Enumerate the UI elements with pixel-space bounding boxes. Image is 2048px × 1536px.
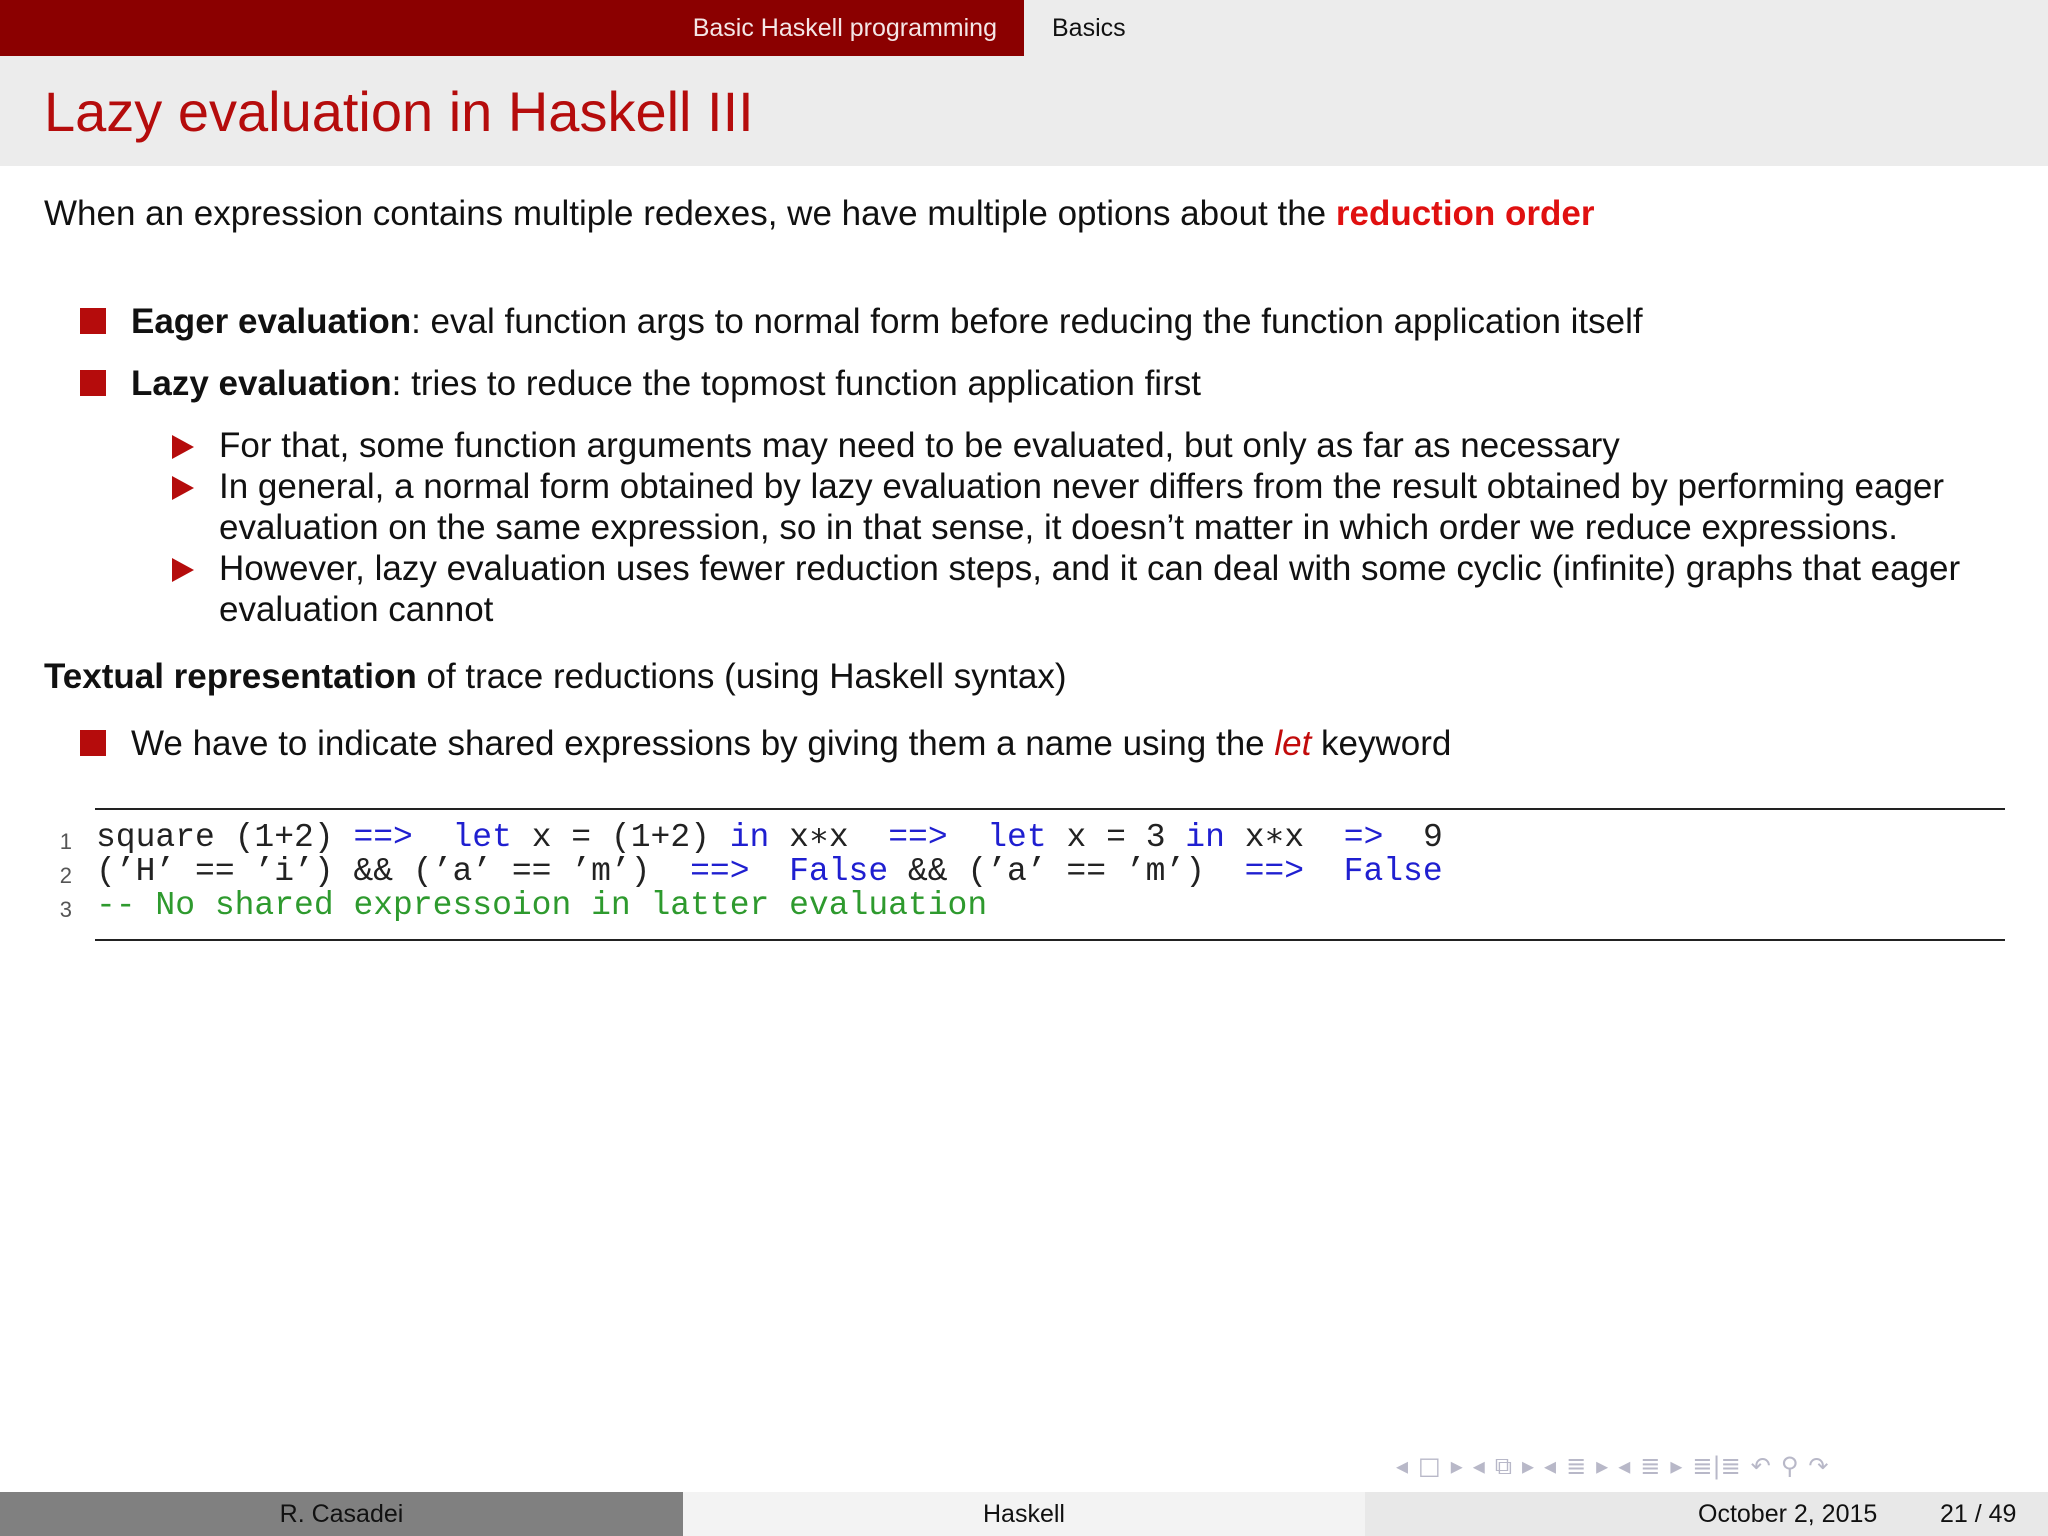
bullet-term: Lazy evaluation (131, 364, 392, 403)
search-icon[interactable]: ⚲ (1780, 1452, 1799, 1480)
frame-title: Lazy evaluation in Haskell III (44, 80, 754, 143)
square-bullet-icon (80, 308, 106, 334)
frame-title-bar (0, 56, 2048, 166)
let-text-after: keyword (1311, 724, 1452, 763)
header-bar (0, 0, 2048, 56)
nav-prev-icon[interactable]: ◂ (1472, 1452, 1485, 1480)
appendix-icon[interactable]: ≣|≣ (1692, 1452, 1741, 1480)
textual-text: of trace reductions (using Haskell syntax) (416, 657, 1067, 696)
code-keyword: in (729, 819, 770, 856)
footer-page-number: 21 / 49 (1940, 1500, 2017, 1528)
intro-text: When an expression contains multiple redexes, we have multiple options about the (44, 194, 1336, 233)
nav-next-icon[interactable]: ▸ (1450, 1452, 1463, 1480)
triangle-bullet-icon (172, 558, 194, 582)
subbullet-line: In general, a normal form obtained by lazy evaluation never differs from the result obtained by performing eager (219, 467, 1945, 506)
bullet-text: : eval function args to normal form before reducing the function application itself (411, 302, 1643, 341)
code-token: x∗x (769, 819, 889, 856)
bullet-let (131, 723, 1451, 765)
subsection-icon[interactable]: ⧉ (1494, 1452, 1512, 1480)
code-line (0, 853, 1443, 890)
code-top-rule (95, 808, 2005, 810)
triangle-bullet-icon (172, 435, 194, 459)
bullet-lazy (131, 363, 1201, 405)
footer-author-panel (0, 1492, 683, 1536)
code-keyword: ==> let (888, 819, 1047, 856)
subbullet-line: For that, some function arguments may need to be evaluated, but only as far as necessary (219, 426, 1620, 465)
footer-author: R. Casadei (279, 1500, 404, 1528)
code-line (0, 819, 1443, 856)
nav-subsection-link[interactable]: Basics (1052, 14, 1126, 42)
footer-title-panel (683, 1492, 1365, 1536)
code-keyword: ==> False (690, 853, 889, 890)
undo-icon[interactable]: ↶ (1750, 1452, 1771, 1480)
header-subsection-panel (1024, 0, 2048, 56)
code-token: && (’a’ == ’m’) (888, 853, 1245, 890)
line-number: 2 (59, 863, 72, 888)
frame-icon[interactable]: □ (1418, 1452, 1441, 1480)
navigation-symbols (1396, 1446, 1829, 1486)
code-keyword: in (1185, 819, 1225, 856)
footer-date-panel (1365, 1492, 2048, 1536)
code-token: x = 3 (1046, 819, 1186, 856)
code-token: x∗x (1224, 819, 1344, 856)
code-comment: -- No shared expressoion in latter evaluation (96, 887, 988, 924)
textual-representation-paragraph (44, 656, 1067, 698)
intro-highlight: reduction order (1335, 194, 1595, 233)
nav-prev-icon[interactable]: ◂ (1618, 1452, 1631, 1480)
code-keyword: ==> let (353, 819, 512, 856)
footer-date: October 2, 2015 (1698, 1500, 1878, 1528)
subbullet-line: However, lazy evaluation uses fewer reduction steps, and it can deal with some cyclic (infinite) graphs that eager (219, 549, 1961, 588)
redo-icon[interactable]: ↷ (1808, 1452, 1829, 1480)
nav-section-link[interactable]: Basic Haskell programming (692, 14, 997, 42)
code-bottom-rule (95, 939, 2005, 941)
code-token: square (1+2) (96, 819, 354, 856)
code-content (96, 855, 1443, 889)
triangle-bullet-icon (172, 476, 194, 500)
nav-next-icon[interactable]: ▸ (1596, 1452, 1609, 1480)
code-content (96, 889, 987, 923)
code-keyword: => (1343, 819, 1384, 856)
header-section-panel (0, 0, 1024, 56)
bullet-term: Eager evaluation (131, 302, 412, 341)
nav-prev-icon[interactable]: ◂ (1396, 1452, 1409, 1480)
subbullet-line: evaluation cannot (219, 590, 494, 629)
code-content (96, 821, 1443, 855)
bullet-eager (131, 301, 1643, 343)
nav-next-icon[interactable]: ▸ (1521, 1452, 1535, 1480)
line-number: 1 (59, 829, 72, 854)
nav-prev-icon[interactable]: ◂ (1544, 1452, 1557, 1480)
code-keyword: ==> False (1244, 853, 1443, 890)
footer-title: Haskell (983, 1500, 1065, 1528)
line-number: 3 (59, 897, 72, 922)
section-icon[interactable]: ≣ (1566, 1452, 1587, 1480)
document-icon[interactable]: ≣ (1640, 1452, 1661, 1480)
square-bullet-icon (80, 370, 106, 396)
let-text-before: We have to indicate shared expressions by giving them a name using the (131, 724, 1275, 763)
let-keyword: let (1274, 724, 1312, 763)
square-bullet-icon (80, 730, 106, 756)
code-token: 9 (1383, 819, 1443, 856)
code-token: x = (1+2) (511, 819, 730, 856)
code-token: (’H’ == ’i’) && (’a’ == ’m’) (96, 853, 691, 890)
nav-next-icon[interactable]: ▸ (1670, 1452, 1683, 1480)
bullet-text: : tries to reduce the topmost function application first (391, 364, 1201, 403)
subbullet-line: evaluation on the same expression, so in that sense, it doesn’t matter in which order we reduce expressions. (219, 508, 1898, 547)
intro-paragraph (44, 193, 1595, 235)
footer-bar (0, 1492, 2048, 1536)
textual-term: Textual representation (44, 657, 417, 696)
code-line (0, 887, 988, 924)
